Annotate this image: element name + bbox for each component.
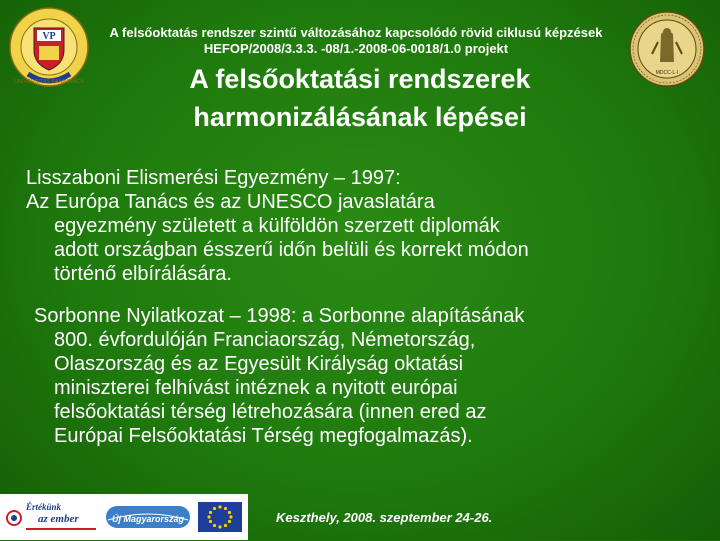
paragraph-line: 800. évfordulóján Franciaország, Németország, <box>54 329 476 351</box>
paragraph-line: Sorbonne Nyilatkozat – 1998: a Sorbonne alapításának <box>34 305 525 327</box>
slide-title <box>110 60 610 136</box>
uj-magyarorszag-logo-icon <box>104 498 192 536</box>
paragraph-line: Az Európa Tanács és az UNESCO javaslatára <box>26 191 435 213</box>
crest-ring-text: UNIVERSITAS PANNONICA <box>13 79 85 85</box>
ertekunk-text: Értékünk <box>26 502 62 512</box>
footer-date-place: Keszthely, 2008. szeptember 24-26. <box>276 510 493 525</box>
paragraph-line: miniszterei felhívást intéznek a nyitott európai <box>54 377 458 399</box>
crest-monogram: VP <box>42 31 56 42</box>
project-header-line1: A felsőoktatás rendszer szintű változásához kapcsolódó rövid ciklusú képzések <box>109 25 603 40</box>
slide-title-line1: A felsőoktatási rendszerek <box>189 64 531 94</box>
paragraph-line: egyezmény született a külföldön szerzett diplomák <box>54 215 500 237</box>
paragraph-line: Olaszország és az Egyesült Királyság oktatási <box>54 353 464 375</box>
university-crest-icon <box>8 6 90 88</box>
project-header-line2: HEFOP/2008/3.3.3. -08/1.-2008-06-0018/1.0 projekt <box>203 41 509 56</box>
project-header <box>96 25 616 57</box>
paragraph-line: Európai Felsőoktatási Térség megfogalmazás). <box>54 425 473 447</box>
az-ember-text: az ember <box>38 513 79 525</box>
eu-flag-icon <box>196 498 244 536</box>
paragraph-sorbonne <box>34 304 706 448</box>
paragraph-line: történő elbírálására. <box>54 263 232 285</box>
uj-magyarorszag-text: Új Magyarország <box>111 514 185 524</box>
paragraph-line: Lisszaboni Elismerési Egyezmény – 1997: <box>26 167 401 189</box>
seal-ring-text: MDCC·L·I <box>655 70 679 76</box>
slide-body <box>26 166 706 448</box>
ertekunk-az-ember-logo-icon <box>4 498 100 536</box>
slide-title-line2: harmonizálásának lépései <box>193 102 527 132</box>
paragraph-lisbon <box>26 166 706 286</box>
paragraph-line: adott országban ésszerű időn belüli és korrekt módon <box>54 239 529 261</box>
academic-seal-icon <box>628 10 706 88</box>
paragraph-line: felsőoktatási térség létrehozására (innen ered az <box>54 401 487 423</box>
